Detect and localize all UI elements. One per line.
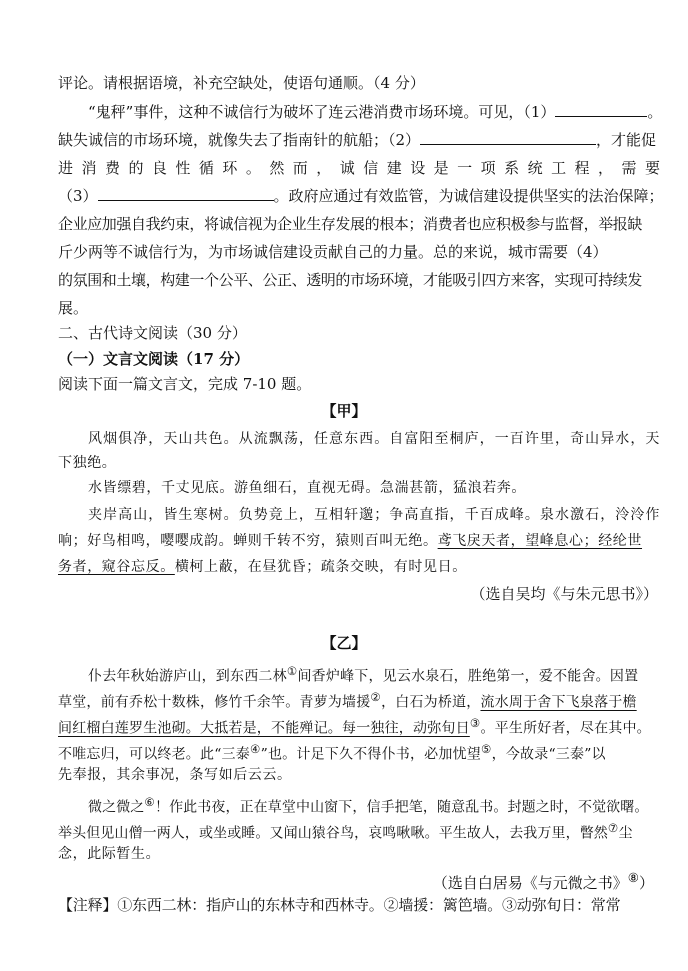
q6-line-8: 的氛围和土壤，构建一个公平、公正、透明的市场环境，才能吸引四方来客，实现可持续发 bbox=[58, 271, 643, 289]
reading-instruction: 阅读下面一篇文言文，完成 7-10 题。 bbox=[58, 375, 312, 393]
jia-source: （选自吴均《与朱元思书》） bbox=[470, 585, 658, 603]
section-heading: 二、古代诗文阅读（30 分） bbox=[58, 324, 247, 342]
yi-line-6: 微之微之⑥！作此书夜，正在草堂中山窗下，信手把笔，随意乱书。封题之时，不觉欲曙。 bbox=[88, 795, 649, 816]
yi-source: （选自白居易《与元微之书》⑧） bbox=[432, 870, 654, 892]
q6-line-5: （3） 。政府应通过有效监管，为诚信建设提供坚实的法治保障； bbox=[58, 187, 664, 205]
q6-line-2: “鬼秤”事件，这种不诚信行为破坏了连云港消费市场环境。可见，（1） 。 bbox=[88, 103, 663, 121]
yi-line-5: 先奉报，其余事况，条写如后云云。 bbox=[58, 767, 292, 783]
annotations: 【注释】①东西二林：指庐山的东林寺和西林寺。②墙援：篱笆墙。③动弥旬日：常常 bbox=[58, 896, 621, 914]
yi-line-4: 不唯忘归，可以终老。此“三泰④”也。计足下久不得仆书，必加忧望⑤，今故录“三泰”以 bbox=[58, 742, 606, 763]
jia-line-5: 响；好鸟相鸣，嘤嘤成韵。蝉则千转不穷，猿则百叫无绝。鸢飞戾天者，望峰息心；经纶世 bbox=[58, 533, 643, 549]
q6-line-3: 缺失诚信的市场环境，就像失去了指南针的航船；（2） ，才能促 bbox=[58, 131, 657, 149]
q6-line-7: 斤少两等不诚信行为，为市场诚信建设贡献自己的力量。总的来说，城市需要（4） bbox=[58, 243, 608, 261]
answer-blank-2[interactable] bbox=[420, 130, 596, 145]
q6-line-4: 进消费的良性循环。然而，诚信建设是一项系统工程，需要 bbox=[58, 159, 660, 177]
passage-yi-title: 【乙】 bbox=[321, 634, 367, 652]
yi-underlined-sentence-2: 大抵若是，不能殚记。 bbox=[200, 720, 342, 737]
yi-underlined-sentence-1: 流水周于舍下飞泉落于檐 bbox=[480, 694, 637, 711]
jia-line-1: 风烟俱净，天山共色。从流飘荡，任意东西。自富阳至桐庐，一百许里，奇山异水，天 bbox=[88, 431, 660, 447]
jia-line-2: 下独绝。 bbox=[58, 455, 117, 471]
passage-jia-title: 【甲】 bbox=[321, 402, 367, 420]
subsection-heading: （一）文言文阅读（17 分） bbox=[58, 350, 250, 368]
q6-line-9: 展。 bbox=[58, 299, 89, 317]
yi-line-8: 念，此际暂生。 bbox=[58, 846, 161, 862]
jia-line-4: 夹岸高山，皆生寒树。负势竞上，互相轩邈；争高直指，千百成峰。泉水激石，泠泠作 bbox=[88, 507, 660, 523]
answer-blank-1[interactable] bbox=[555, 102, 647, 117]
jia-line-6: 务者，窥谷忘反。横柯上蔽，在昼犹昏；疏条交映，有时见日。 bbox=[58, 559, 467, 575]
answer-blank-3[interactable] bbox=[98, 186, 274, 201]
q6-line-1: 评论。请根据语境，补充空缺处，使语句通顺。（4 分） bbox=[58, 74, 425, 92]
yi-line-7: 举头但见山僧一两人，或坐或睡。又闻山猿谷鸟，哀鸣啾啾。平生故人，去我万里，瞥然⑦尘 bbox=[58, 821, 633, 842]
jia-line-3: 水皆缥碧，千丈见底。游鱼细石，直视无碍。急湍甚箭，猛浪若奔。 bbox=[88, 480, 526, 496]
q6-line-6: 企业应加强自我约束，将诚信视为企业生存发展的根本；消费者也应积极参与监督，举报缺 bbox=[58, 215, 643, 233]
yi-line-2: 草堂，前有乔松十数株，修竹千余竿。青萝为墙援②，白石为桥道，流水周于舍下飞泉落于檐 bbox=[58, 690, 637, 711]
jia-underlined-sentence: 鸢飞戾天者，望峰息心；经纶世 bbox=[437, 533, 643, 549]
yi-line-1: 仆去年秋始游庐山，到东西二林①间香炉峰下，见云水泉石，胜绝第一，爱不能舍。因置 bbox=[88, 664, 639, 685]
yi-line-3: 间红榴白莲罗生池砌。大抵若是，不能殚记。每一独往，动弥旬日③。平生所好者，尽在其中。 bbox=[58, 716, 651, 737]
